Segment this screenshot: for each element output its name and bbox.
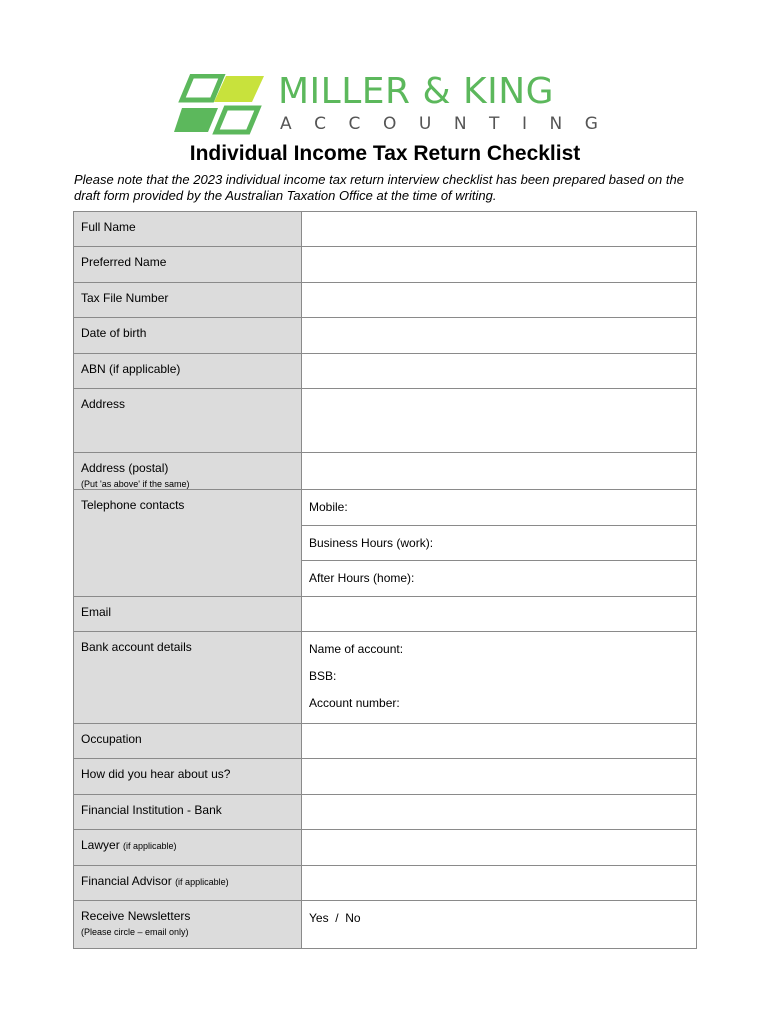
lawyer-label: Lawyer [81,838,120,852]
fin-adv-label-cell [74,866,302,901]
mobile-label: Mobile: [309,500,348,514]
address-postal-note: (Put 'as above' if the same) [81,479,190,489]
abn-field[interactable] [302,354,697,389]
row-tfn [74,283,697,318]
address-postal-field[interactable] [302,453,697,490]
row-bank [74,632,697,724]
abn-label: ABN (if applicable) [74,354,302,389]
fin-adv-label: Financial Advisor [81,874,172,888]
dob-field[interactable] [302,318,697,354]
brand-subtitle: A C C O U N T I N G [280,114,598,134]
row-fin-inst [74,795,697,830]
intro-note: Please note that the 2023 individual income tax return interview checklist has been prepared based on the draft form provided by the Australian Taxation Office at the time of writing. [74,172,684,203]
row-abn [74,354,697,389]
account-number-label: Account number: [309,696,400,710]
newsletters-note: (Please circle – email only) [81,927,189,937]
document-title: Individual Income Tax Return Checklist [189,142,581,165]
row-heard [74,759,697,795]
row-mobile [74,490,697,526]
preferred-name-field[interactable] [302,247,697,283]
row-full-name [74,212,697,247]
after-hours-label: After Hours (home): [309,571,415,585]
company-logo [172,71,602,136]
address-postal-label: Address (postal) [81,461,169,475]
business-hours-field[interactable] [302,526,697,561]
row-email [74,597,697,632]
row-occupation [74,724,697,759]
mobile-field[interactable] [302,490,697,526]
row-fin-adv [74,866,697,901]
newsletters-choice[interactable] [302,901,697,949]
tfn-label: Tax File Number [74,283,302,318]
bank-fields[interactable] [302,632,697,724]
fin-adv-note: (if applicable) [175,877,229,887]
row-address-postal [74,453,697,490]
occupation-field[interactable] [302,724,697,759]
address-postal-label-cell [74,453,302,490]
row-dob [74,318,697,354]
occupation-label: Occupation [74,724,302,759]
row-preferred-name [74,247,697,283]
account-name-label: Name of account: [309,642,404,656]
tfn-field[interactable] [302,283,697,318]
row-address [74,389,697,453]
fin-adv-field[interactable] [302,866,697,901]
lawyer-field[interactable] [302,830,697,866]
newsletters-label: Receive Newsletters [81,909,191,923]
bank-label: Bank account details [74,632,302,724]
row-lawyer [74,830,697,866]
checklist-form-table [73,211,697,949]
logo-mark-icon [172,74,272,136]
fin-inst-label: Financial Institution - Bank [74,795,302,830]
row-newsletters [74,901,697,949]
lawyer-label-cell [74,830,302,866]
lawyer-note: (if applicable) [123,841,177,851]
address-field[interactable] [302,389,697,453]
dob-label: Date of birth [74,318,302,354]
preferred-name-label: Preferred Name [74,247,302,283]
full-name-label: Full Name [74,212,302,247]
heard-label: How did you hear about us? [74,759,302,795]
full-name-field[interactable] [302,212,697,247]
fin-inst-field[interactable] [302,795,697,830]
brand-name: MILLER & KING [278,71,555,112]
yes-no-options: Yes / No [309,911,361,925]
newsletters-label-cell [74,901,302,949]
email-label: Email [74,597,302,632]
after-hours-field[interactable] [302,561,697,597]
address-label: Address [74,389,302,453]
email-field[interactable] [302,597,697,632]
heard-field[interactable] [302,759,697,795]
business-hours-label: Business Hours (work): [309,536,434,550]
bsb-label: BSB: [309,669,337,683]
telephone-label: Telephone contacts [74,490,302,597]
